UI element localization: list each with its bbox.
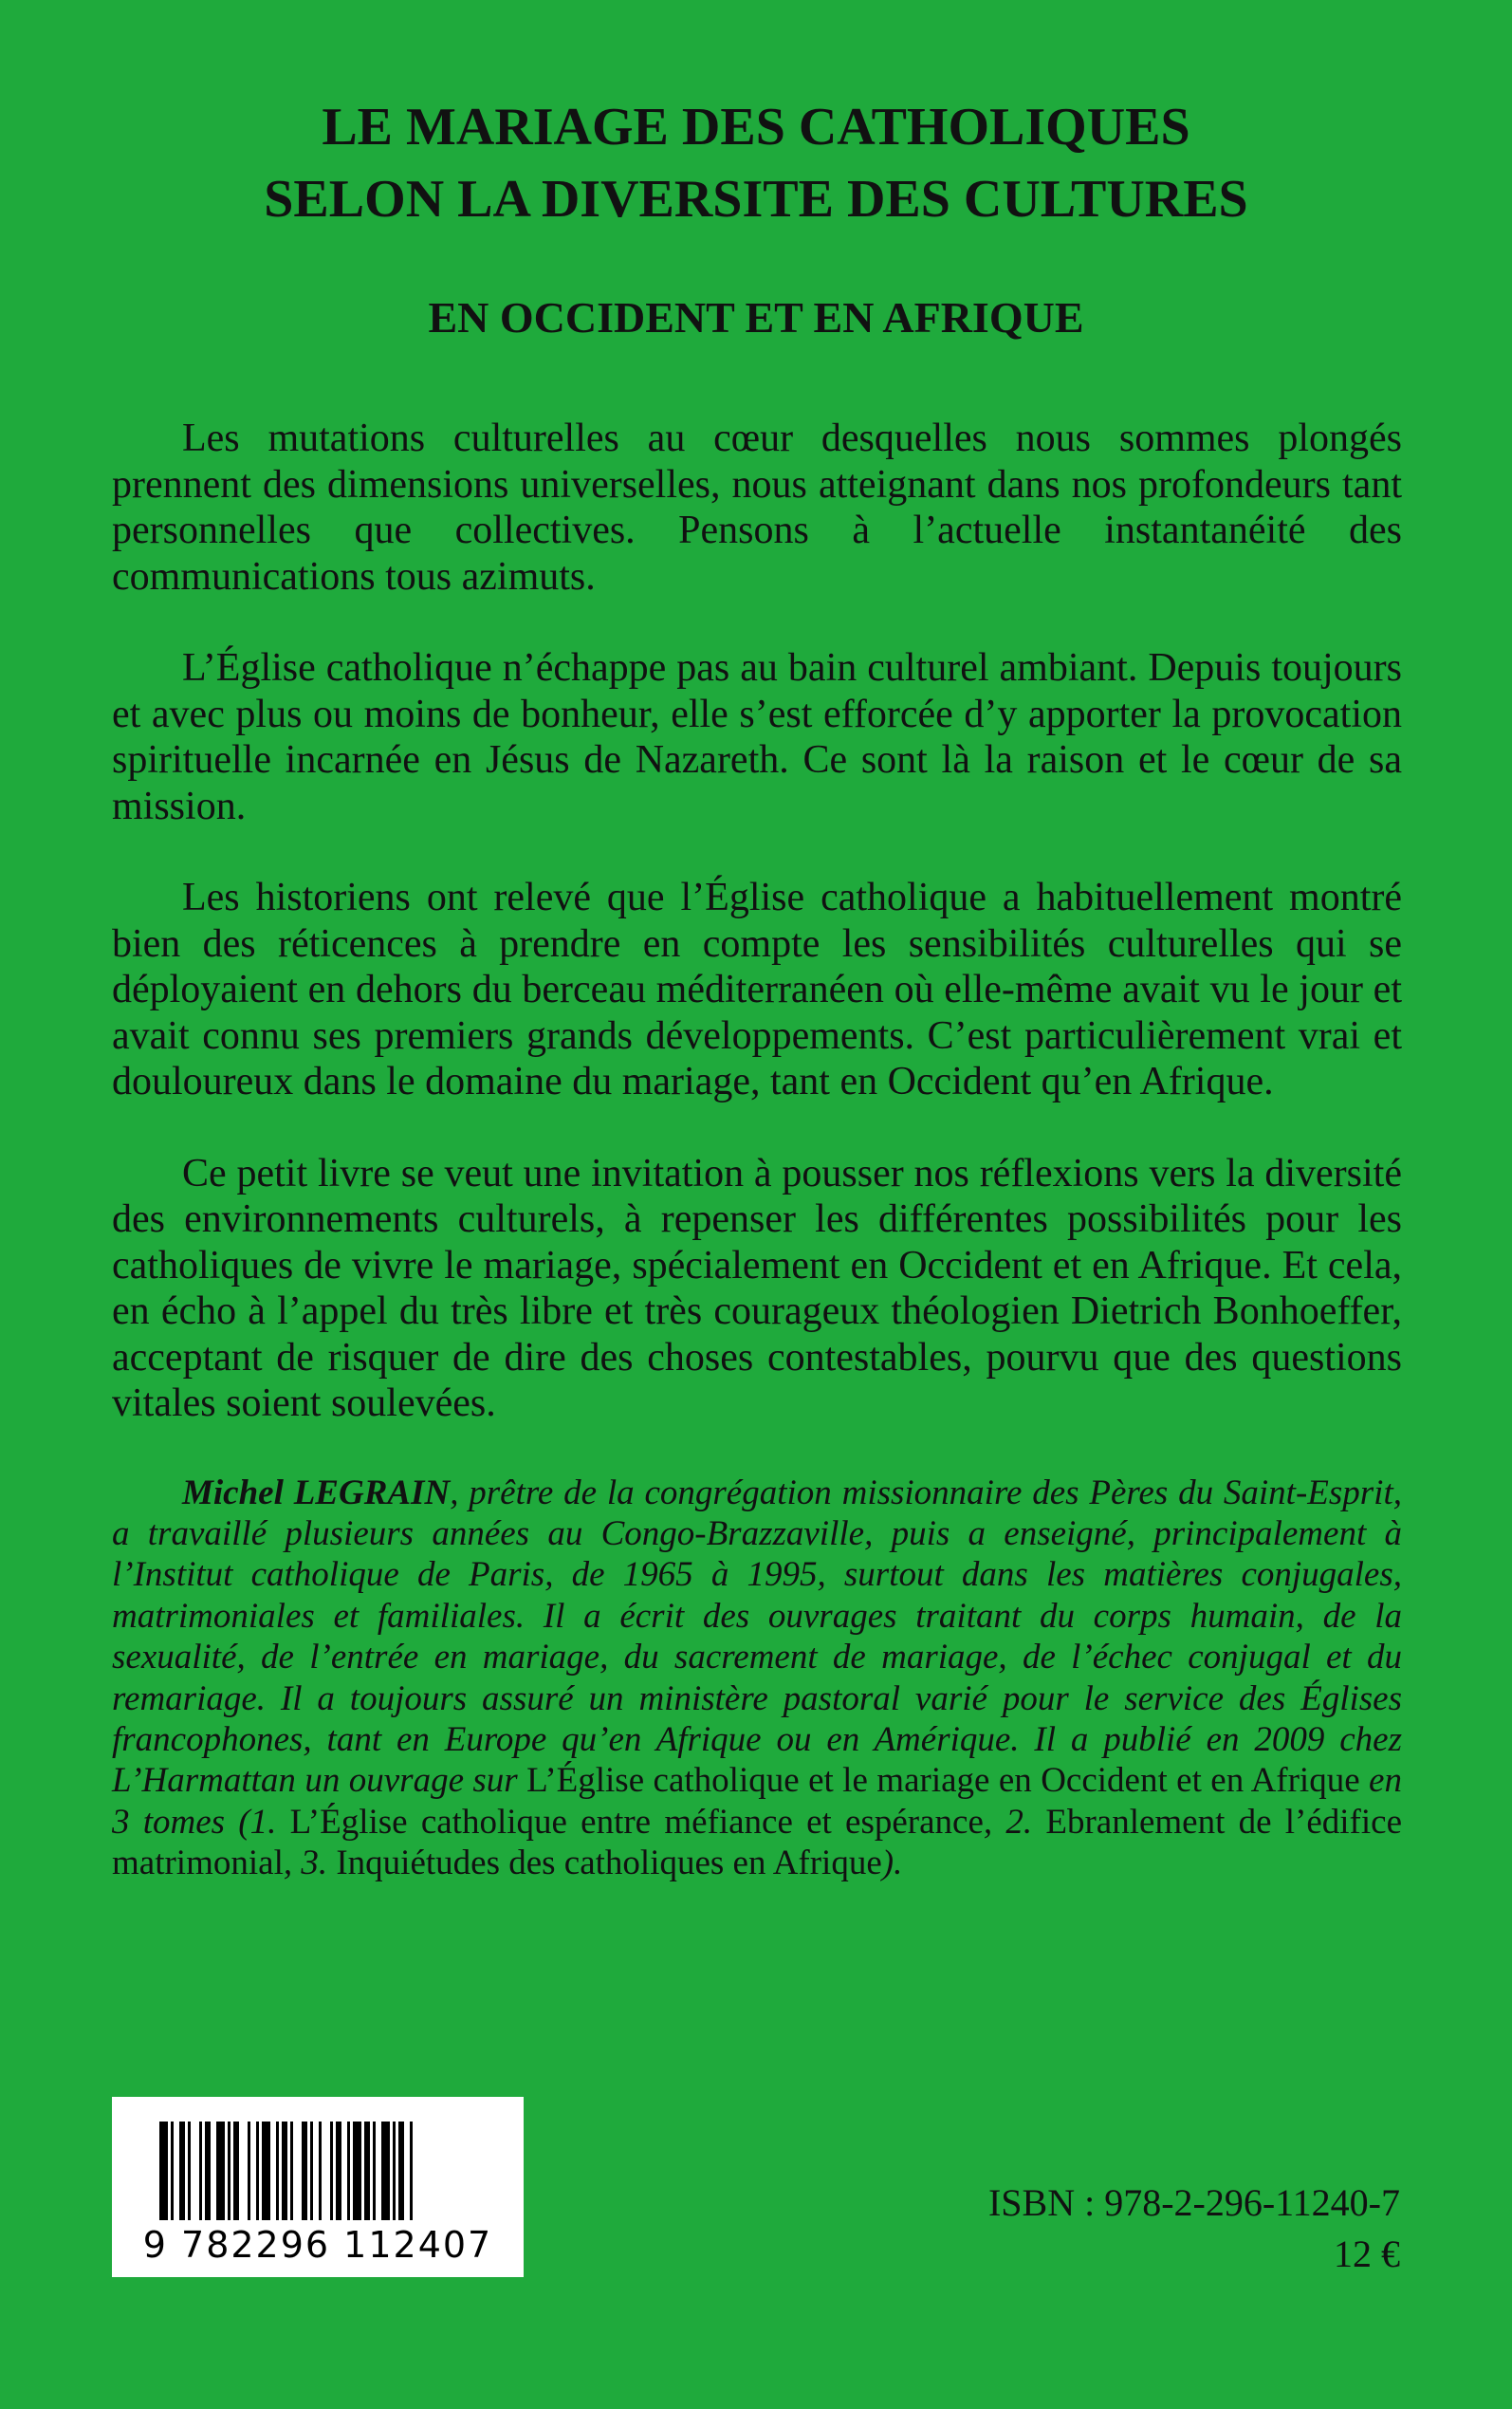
barcode-bar	[216, 2122, 225, 2220]
barcode-bar	[282, 2122, 287, 2220]
bio-vol1-num: 1.	[249, 1802, 277, 1842]
blurb-paragraph-1: Les mutations culturelles au cœur desquelles nous sommes plongés prennent des dimensions universelles, nous atteignant dans nos profondeurs tant personnelles que collectives. Pensons à l’actuelle instantanéité des communications tous azimuts.	[112, 417, 1402, 599]
barcode-bar	[276, 2122, 279, 2220]
barcode-bar	[381, 2122, 390, 2220]
barcode-bar	[159, 2122, 168, 2220]
bio-vol3-title: Inquiétudes des catholiques en Afrique	[327, 1844, 882, 1883]
barcode-bar	[199, 2122, 202, 2220]
barcode-bar	[393, 2122, 396, 2220]
barcode-bar	[336, 2122, 341, 2220]
barcode-bar	[179, 2122, 185, 2220]
blurb-paragraph-4: Ce petit livre se veut une invitation à pousser nos réflexions vers la diversité des environnements culturels, à repenser les différentes possibilités pour les catholiques de vivre le mariage, spécialement en Occident et en Afrique. Et cela, en écho à l’appel du très libre et très courageux théologien Dietrich Bonhoeffer, acceptant de risquer de dire des choses contestables, pourvu que des questions vitales soient soulevées.	[112, 1151, 1402, 1425]
barcode-bar	[171, 2122, 174, 2220]
barcode-bar	[319, 2122, 322, 2220]
barcode-bar	[398, 2122, 404, 2220]
bio-vol2-title: Ebranlement de l’édifice matrimonial	[112, 1802, 1403, 1883]
barcode-bar	[364, 2122, 370, 2220]
barcode-bar	[262, 2122, 270, 2220]
title-line-1: LE MARIAGE DES CATHOLIQUES	[322, 98, 1190, 157]
barcode	[112, 2097, 524, 2277]
barcode-bar	[256, 2122, 259, 2220]
barcode-bar	[347, 2122, 350, 2220]
book-subtitle: EN OCCIDENT ET EN AFRIQUE	[428, 293, 1084, 342]
bio-vol1-title: L’Église catholique entre méfiance et espérance	[276, 1802, 984, 1842]
barcode-bar	[373, 2122, 376, 2220]
barcode-bar	[233, 2122, 239, 2220]
author-name: Michel LEGRAIN	[182, 1473, 451, 1512]
barcode-bar	[302, 2122, 307, 2220]
blurb	[112, 416, 1402, 1884]
isbn: ISBN : 978-2-296-11240-7	[987, 2181, 1400, 2224]
barcode-digits: 9 782296 112407	[142, 2224, 493, 2266]
bio-text-1: , prêtre de la congrégation missionnaire des Pères du Saint-Esprit, a travaillé plusieurs années au Congo-Brazzaville, puis a enseigné, principalement à l’Institut catholique de Paris, de 1965 à 1995, surtout dans les matières conjugales, matrimoniales et familiales. Il a écrit des ouvrages traitant du corps humain, de la sexualité, de l’entrée en mariage, du sacrement de mariage, de l’échec conjugal et du remariage. Il a toujours assuré un ministère pastoral varié pour le service des Églises francophones, tant en Europe qu’en Afrique ou en Amérique. Il a publié en 2009 chez L’Harmattan un ouvrage sur	[112, 1473, 1402, 1801]
author-bio	[112, 1473, 1402, 1884]
bio-text-2: en 3 tomes (	[112, 1761, 1402, 1842]
book-title	[0, 91, 1512, 235]
bio-text-3: ,	[983, 1802, 1006, 1842]
title-line-2: SELON LA DIVERSITE DES CULTURES	[264, 170, 1248, 229]
barcode-bar	[228, 2122, 230, 2220]
barcode-bar	[188, 2122, 191, 2220]
bio-vol3-num: 3.	[301, 1844, 328, 1883]
barcode-bar	[410, 2122, 413, 2220]
bio-text-4: ,	[283, 1844, 302, 1883]
blurb-paragraph-2: L’Église catholique n’échappe pas au bain culturel ambiant. Depuis toujours et avec plus ou moins de bonheur, elle s’est efforcée d’y apporter la provocation spirituelle incarnée en Jésus de Nazareth. Ce sont là la raison et le cœur de sa mission.	[112, 646, 1402, 828]
barcode-bar	[330, 2122, 333, 2220]
barcode-bar	[248, 2122, 250, 2220]
barcode-bar	[353, 2122, 361, 2220]
barcode-bar	[290, 2122, 293, 2220]
barcode-bar	[205, 2122, 211, 2220]
bio-text-5: ).	[881, 1844, 903, 1883]
price: 12 €	[1334, 2233, 1400, 2275]
bio-vol2-num: 2.	[1005, 1802, 1033, 1842]
bio-book-title: L’Église catholique et le mariage en Occident et en Afrique	[526, 1761, 1360, 1801]
blurb-paragraph-3: Les historiens ont relevé que l’Église catholique a habituellement montré bien des réticences à prendre en compte les sensibilités culturelles qui se déployaient en dehors du berceau méditerranéen où elle-même avait vu le jour et avait connu ses premiers grands développements. C’est particulièrement vrai et douloureux dans le domaine du mariage, tant en Occident qu’en Afrique.	[112, 876, 1402, 1103]
barcode-bar	[310, 2122, 313, 2220]
